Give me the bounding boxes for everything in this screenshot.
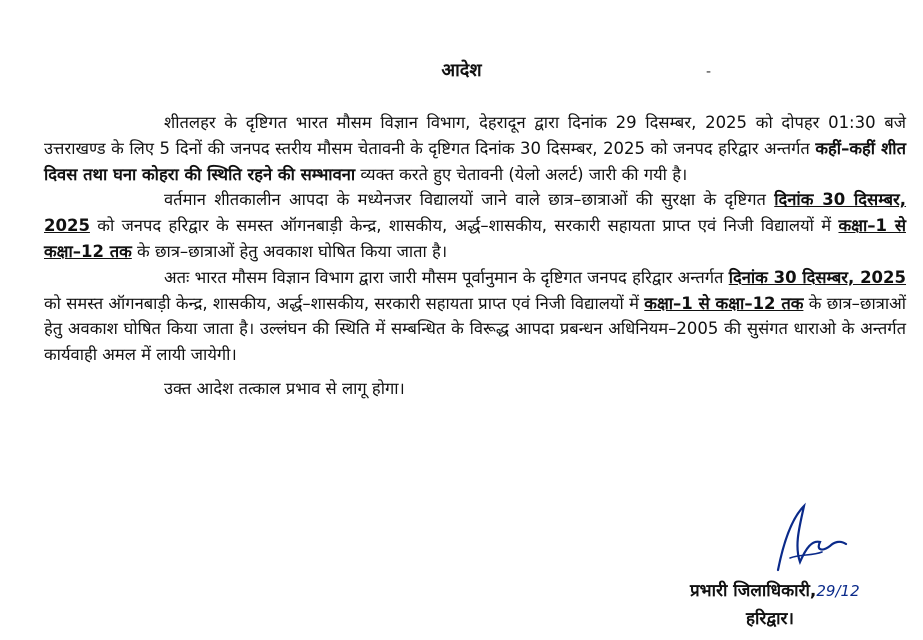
paragraph-holiday-declaration	[44, 187, 906, 264]
para1-text-end: व्यक्त करते हुए चेतावनी (येलो अलर्ट) जारी की गयी है।	[355, 164, 688, 184]
para1-bold-condition: कहीं–कहीं शीत दिवस तथा घना कोहरा की स्थिति रहने की सम्भावना	[44, 138, 906, 184]
para3-text-end: के छात्र–छात्राओं हेतु अवकाश घोषित किया जाता है। उल्लंघन की स्थिति में सम्बन्धित के विरूद्ध आपदा प्रबन्धन अधिनियम–2005 की सुसंगत धाराओ के अन्तर्गत कार्यवाही अमल में लायी जायेगी।	[44, 293, 906, 365]
paragraph-effect: उक्त आदेश तत्काल प्रभाव से लागू होगा।	[164, 378, 405, 398]
signer-place: हरिद्वार।	[746, 609, 794, 629]
para2-text-middle: को जनपद हरिद्वार के समस्त ऑगनबाड़ी केन्द्र, शासकीय, अर्द्ध–शासकीय, सरकारी सहायता प्राप्त एवं निजी विद्यालयों में	[89, 216, 839, 236]
paragraph-order	[44, 265, 906, 368]
paragraph-weather-warning	[44, 110, 906, 187]
tick-mark: -	[706, 64, 712, 80]
document-title: आदेश	[441, 60, 482, 81]
para2-date: दिनांक 30 दिसम्बर, 2025	[44, 190, 907, 236]
para2-classes: कक्षा–1 से कक्षा–12 तक	[44, 216, 906, 261]
signature-image	[760, 500, 850, 580]
para1-text: शीतलहर के दृष्टिगत भारत मौसम विज्ञान विभाग, देहरादून द्वारा दिनांक 29 दिसम्बर, 2025 को दोपहर 01:30 बजे उत्तराखण्ड के लिए 5 दिनों की जनपद स्तरीय मौसम चेतावनी के दृष्टिगत दिनांक 30 दिसम्बर, 2025 को जनपद हरिद्वार अन्तर्गत	[44, 113, 906, 158]
para3-classes: कक्षा–1 से कक्षा–12 तक	[644, 293, 804, 313]
signer-designation: प्रभारी जिलाधिकारी,	[690, 581, 817, 601]
order-body	[44, 110, 906, 402]
handwritten-date: 29/12	[816, 582, 860, 600]
para3-text-middle: को समस्त ऑगनबाड़ी केन्द्र, शासकीय, अर्द्ध–शासकीय, सरकारी सहायता प्राप्त एवं निजी विद्यालयों में	[44, 293, 645, 313]
para3-date: दिनांक 30 दिसम्बर, 2025	[728, 267, 907, 287]
para2-text: वर्तमान शीतकालीन आपदा के मध्येनजर विद्यालयों जाने वाले छात्र–छात्राओं की सुरक्षा के दृष्टिगत	[164, 190, 775, 210]
signature-block	[690, 500, 923, 640]
signer-designation-line	[690, 578, 860, 601]
para3-text: अतः भारत मौसम विज्ञान विभाग द्वारा जारी मौसम पूर्वानुमान के दृष्टिगत जनपद हरिद्वार अन्तर्गत	[164, 267, 729, 287]
para2-text-end: के छात्र–छात्राओं हेतु अवकाश घोषित किया जाता है।	[131, 241, 448, 261]
